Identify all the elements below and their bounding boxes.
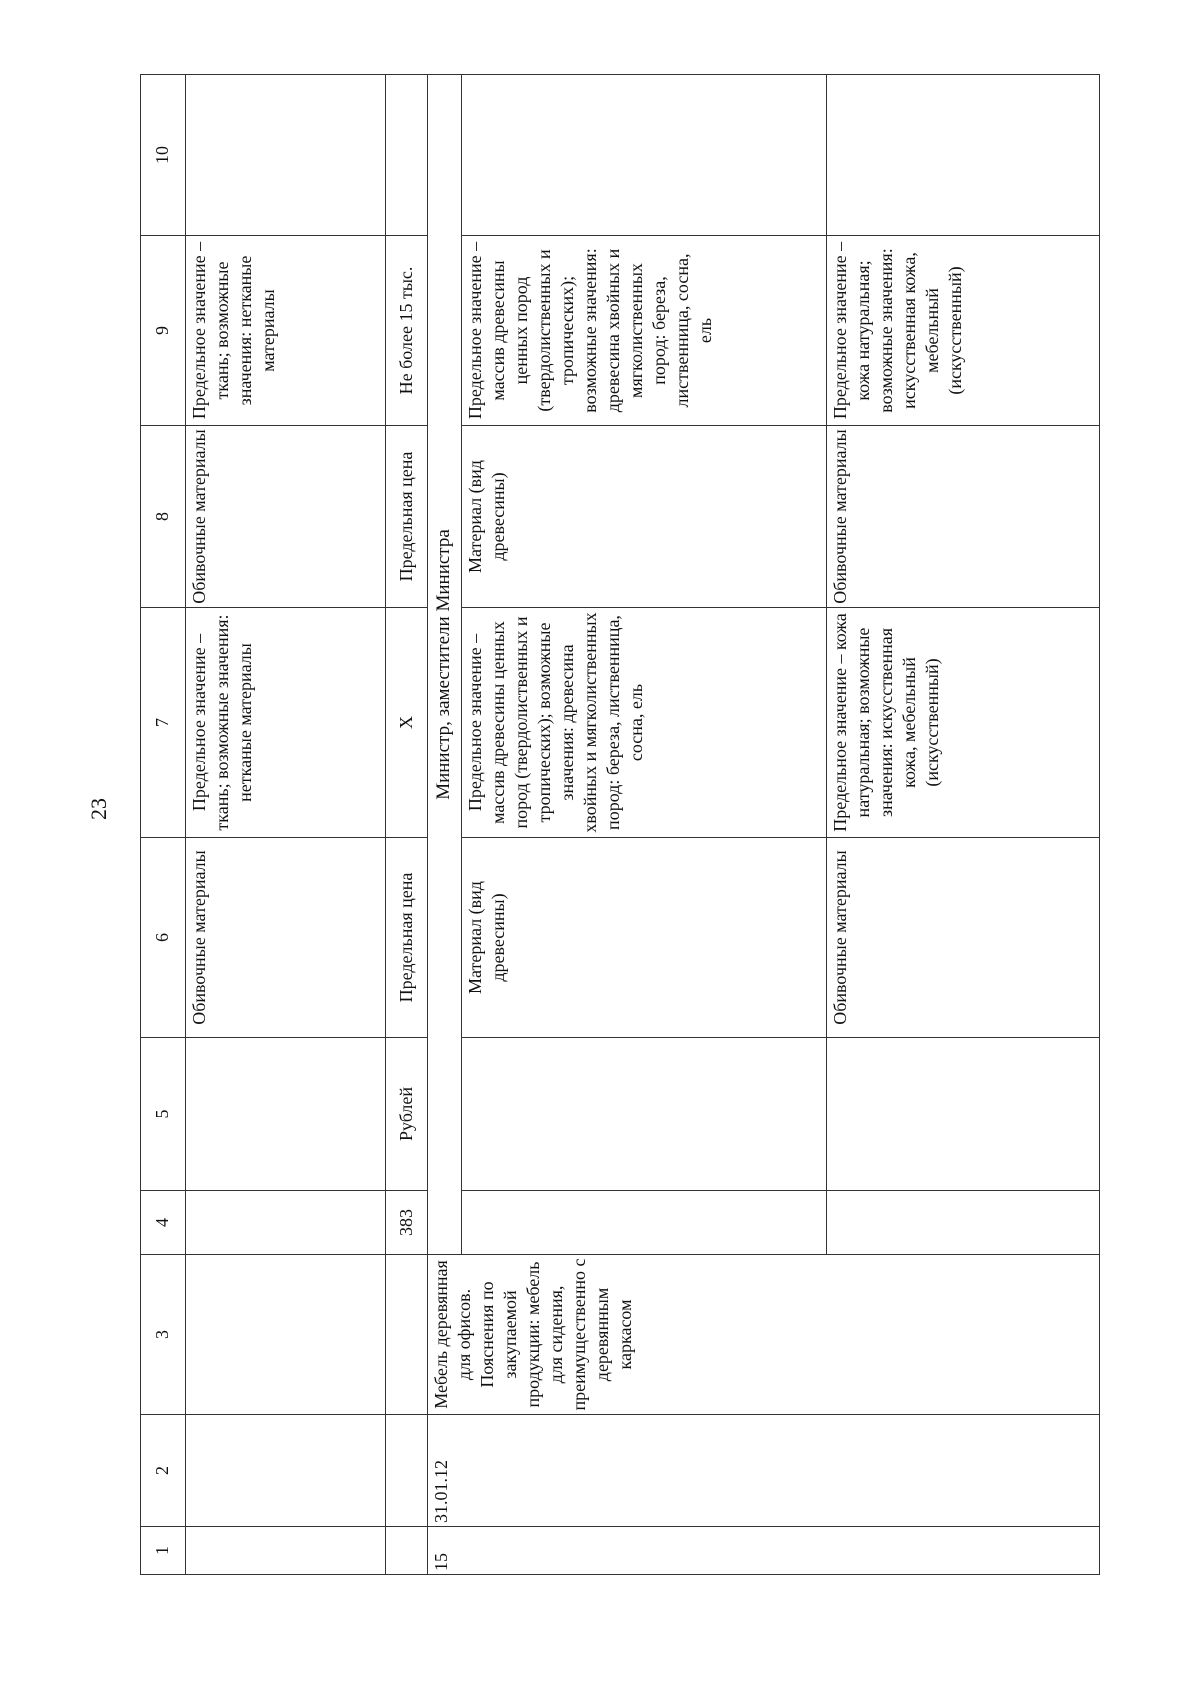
page-number: 23 xyxy=(86,798,111,820)
cell: Материал (вид древесины) xyxy=(462,426,827,608)
position-banner: Министр, заместители Министра xyxy=(428,75,462,1255)
cell xyxy=(186,1191,386,1255)
col-header-10: 10 xyxy=(141,75,186,236)
col-header-8: 8 xyxy=(141,426,186,608)
cell: Обивочные материалы xyxy=(186,426,386,608)
cell: Материал (вид древесины) xyxy=(462,838,827,1038)
cell xyxy=(186,1255,386,1415)
col-header-1: 1 xyxy=(141,1527,186,1575)
okpd-code: 31.01.12 xyxy=(428,1415,1100,1527)
cell xyxy=(462,1191,827,1255)
cell: Предельное значение – массив древесины ценных пород (твердолиственных и тропических); возможные значения: древесина хвойных и мягколиственных пород: береза, лиственница, сосна, ель xyxy=(462,236,827,426)
rotated-table-wrapper xyxy=(140,75,1100,1575)
col-header-5: 5 xyxy=(141,1038,186,1191)
table-row xyxy=(186,75,386,1575)
col-header-4: 4 xyxy=(141,1191,186,1255)
cell: Обивочные материалы xyxy=(186,838,386,1038)
cell: Предельное значение – кожа натуральная; возможные значения: искусственная кожа, мебельный (искусственный) xyxy=(827,608,1100,838)
cell xyxy=(386,75,428,236)
table-row xyxy=(386,75,428,1575)
header-row xyxy=(141,75,186,1575)
cell: Предельное значение – кожа натуральная; возможные значения: искусственная кожа, мебельный (искусственный) xyxy=(827,236,1100,426)
cell: Обивочные материалы xyxy=(827,838,1100,1038)
cell xyxy=(827,75,1100,236)
cell: Не более 15 тыс. xyxy=(386,236,428,426)
cell: Предельная цена xyxy=(386,838,428,1038)
cell xyxy=(186,75,386,236)
product-name: Мебель деревянная для офисов. Пояснения по закупаемой продукции: мебель для сидения, преимущественно с деревянным каркасом xyxy=(428,1255,1100,1415)
cell xyxy=(462,75,827,236)
cell: Предельное значение – ткань; возможные значения: нетканые материалы xyxy=(186,236,386,426)
cell: 383 xyxy=(386,1191,428,1255)
cell xyxy=(386,1255,428,1415)
cell: X xyxy=(386,608,428,838)
col-header-9: 9 xyxy=(141,236,186,426)
cell: Предельное значение – массив древесины ценных пород (твердолиственных и тропических); возможные значения: древесина хвойных и мягколиственных пород: береза, лиственница, сосна, ель xyxy=(462,608,827,838)
row-number: 15 xyxy=(428,1527,1100,1575)
cell xyxy=(827,1191,1100,1255)
col-header-7: 7 xyxy=(141,608,186,838)
cell xyxy=(186,1415,386,1527)
col-header-2: 2 xyxy=(141,1415,186,1527)
cell xyxy=(462,1038,827,1191)
table-row xyxy=(428,75,462,1575)
characteristics-table xyxy=(140,74,1100,1575)
cell xyxy=(386,1527,428,1575)
col-header-3: 3 xyxy=(141,1255,186,1415)
cell: Предельное значение – ткань; возможные значения: нетканые материалы xyxy=(186,608,386,838)
cell: Предельная цена xyxy=(386,426,428,608)
cell xyxy=(186,1527,386,1575)
cell xyxy=(386,1415,428,1527)
cell xyxy=(186,1038,386,1191)
cell: Обивочные материалы xyxy=(827,426,1100,608)
cell: Рублей xyxy=(386,1038,428,1191)
cell xyxy=(827,1038,1100,1191)
col-header-6: 6 xyxy=(141,838,186,1038)
